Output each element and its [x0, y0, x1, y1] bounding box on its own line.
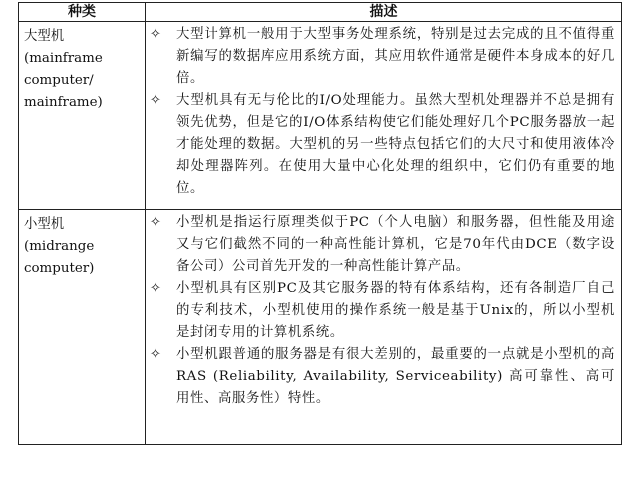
bullet-item	[150, 90, 615, 200]
kind-english-line: mainframe)	[24, 95, 103, 110]
bullet-item	[150, 278, 615, 344]
table-header-row	[19, 3, 622, 22]
kind-cell-midrange	[19, 210, 146, 445]
bullet-text: 小型机跟普通的服务器是有很大差别的，最重要的一点就是小型机的高RAS (Reliability, Availability, Serviceability) 高可靠性、高可用性、高服务性）特性。	[176, 347, 615, 406]
bullet-text: 小型机是指运行原理类似于PC（个人电脑）和服务器，但性能及用途又与它们截然不同的一种高性能计算机，它是70年代由DCE（数字设备公司）公司首先开发的一种高性能计算产品。	[176, 215, 615, 274]
bullet-text: 大型计算机一般用于大型事务处理系统，特别是过去完成的且不值得重新编写的数据库应用系统方面，其应用软件通常是硬件本身成本的好几倍。	[176, 27, 615, 86]
diamond-star-bullet-icon: ✧	[150, 347, 162, 362]
kind-english-line: (mainframe	[24, 51, 103, 66]
header-description: 描述	[146, 3, 622, 22]
diamond-star-bullet-icon: ✧	[150, 93, 162, 108]
kind-name: 大型机	[24, 29, 65, 44]
bullet-item	[150, 212, 615, 278]
bullet-item	[150, 344, 615, 410]
comparison-table	[18, 2, 622, 445]
kind-english-line: computer/	[24, 73, 94, 88]
kind-cell-mainframe	[19, 22, 146, 210]
bullet-item	[150, 24, 615, 90]
description-cell-mainframe	[146, 22, 622, 210]
description-cell-midrange	[146, 210, 622, 445]
bullet-text: 小型机具有区别PC及其它服务器的特有体系结构，还有各制造厂自己的专利技术，小型机使用的操作系统一般是基于Unix的，所以小型机是封闭专用的计算机系统。	[176, 281, 615, 340]
table-row-midrange	[19, 210, 622, 445]
diamond-star-bullet-icon: ✧	[150, 281, 162, 296]
kind-english-line: (midrange	[24, 239, 95, 254]
diamond-star-bullet-icon: ✧	[150, 27, 162, 42]
header-kind: 种类	[19, 3, 146, 22]
bullet-text: 大型机具有无与伦比的I/O处理能力。虽然大型机处理器并不总是拥有领先优势，但是它的I/O体系结构使它们能处理好几个PC服务器放一起才能处理的数据。大型机的另一些特点包括它们的大尺寸和使用液体冷却处理器阵列。在使用大量中心化处理的组织中，它们仍有重要的地位。	[176, 93, 615, 196]
diamond-star-bullet-icon: ✧	[150, 215, 162, 230]
kind-name: 小型机	[24, 217, 65, 232]
kind-english-line: computer)	[24, 261, 95, 276]
table-row-mainframe	[19, 22, 622, 210]
